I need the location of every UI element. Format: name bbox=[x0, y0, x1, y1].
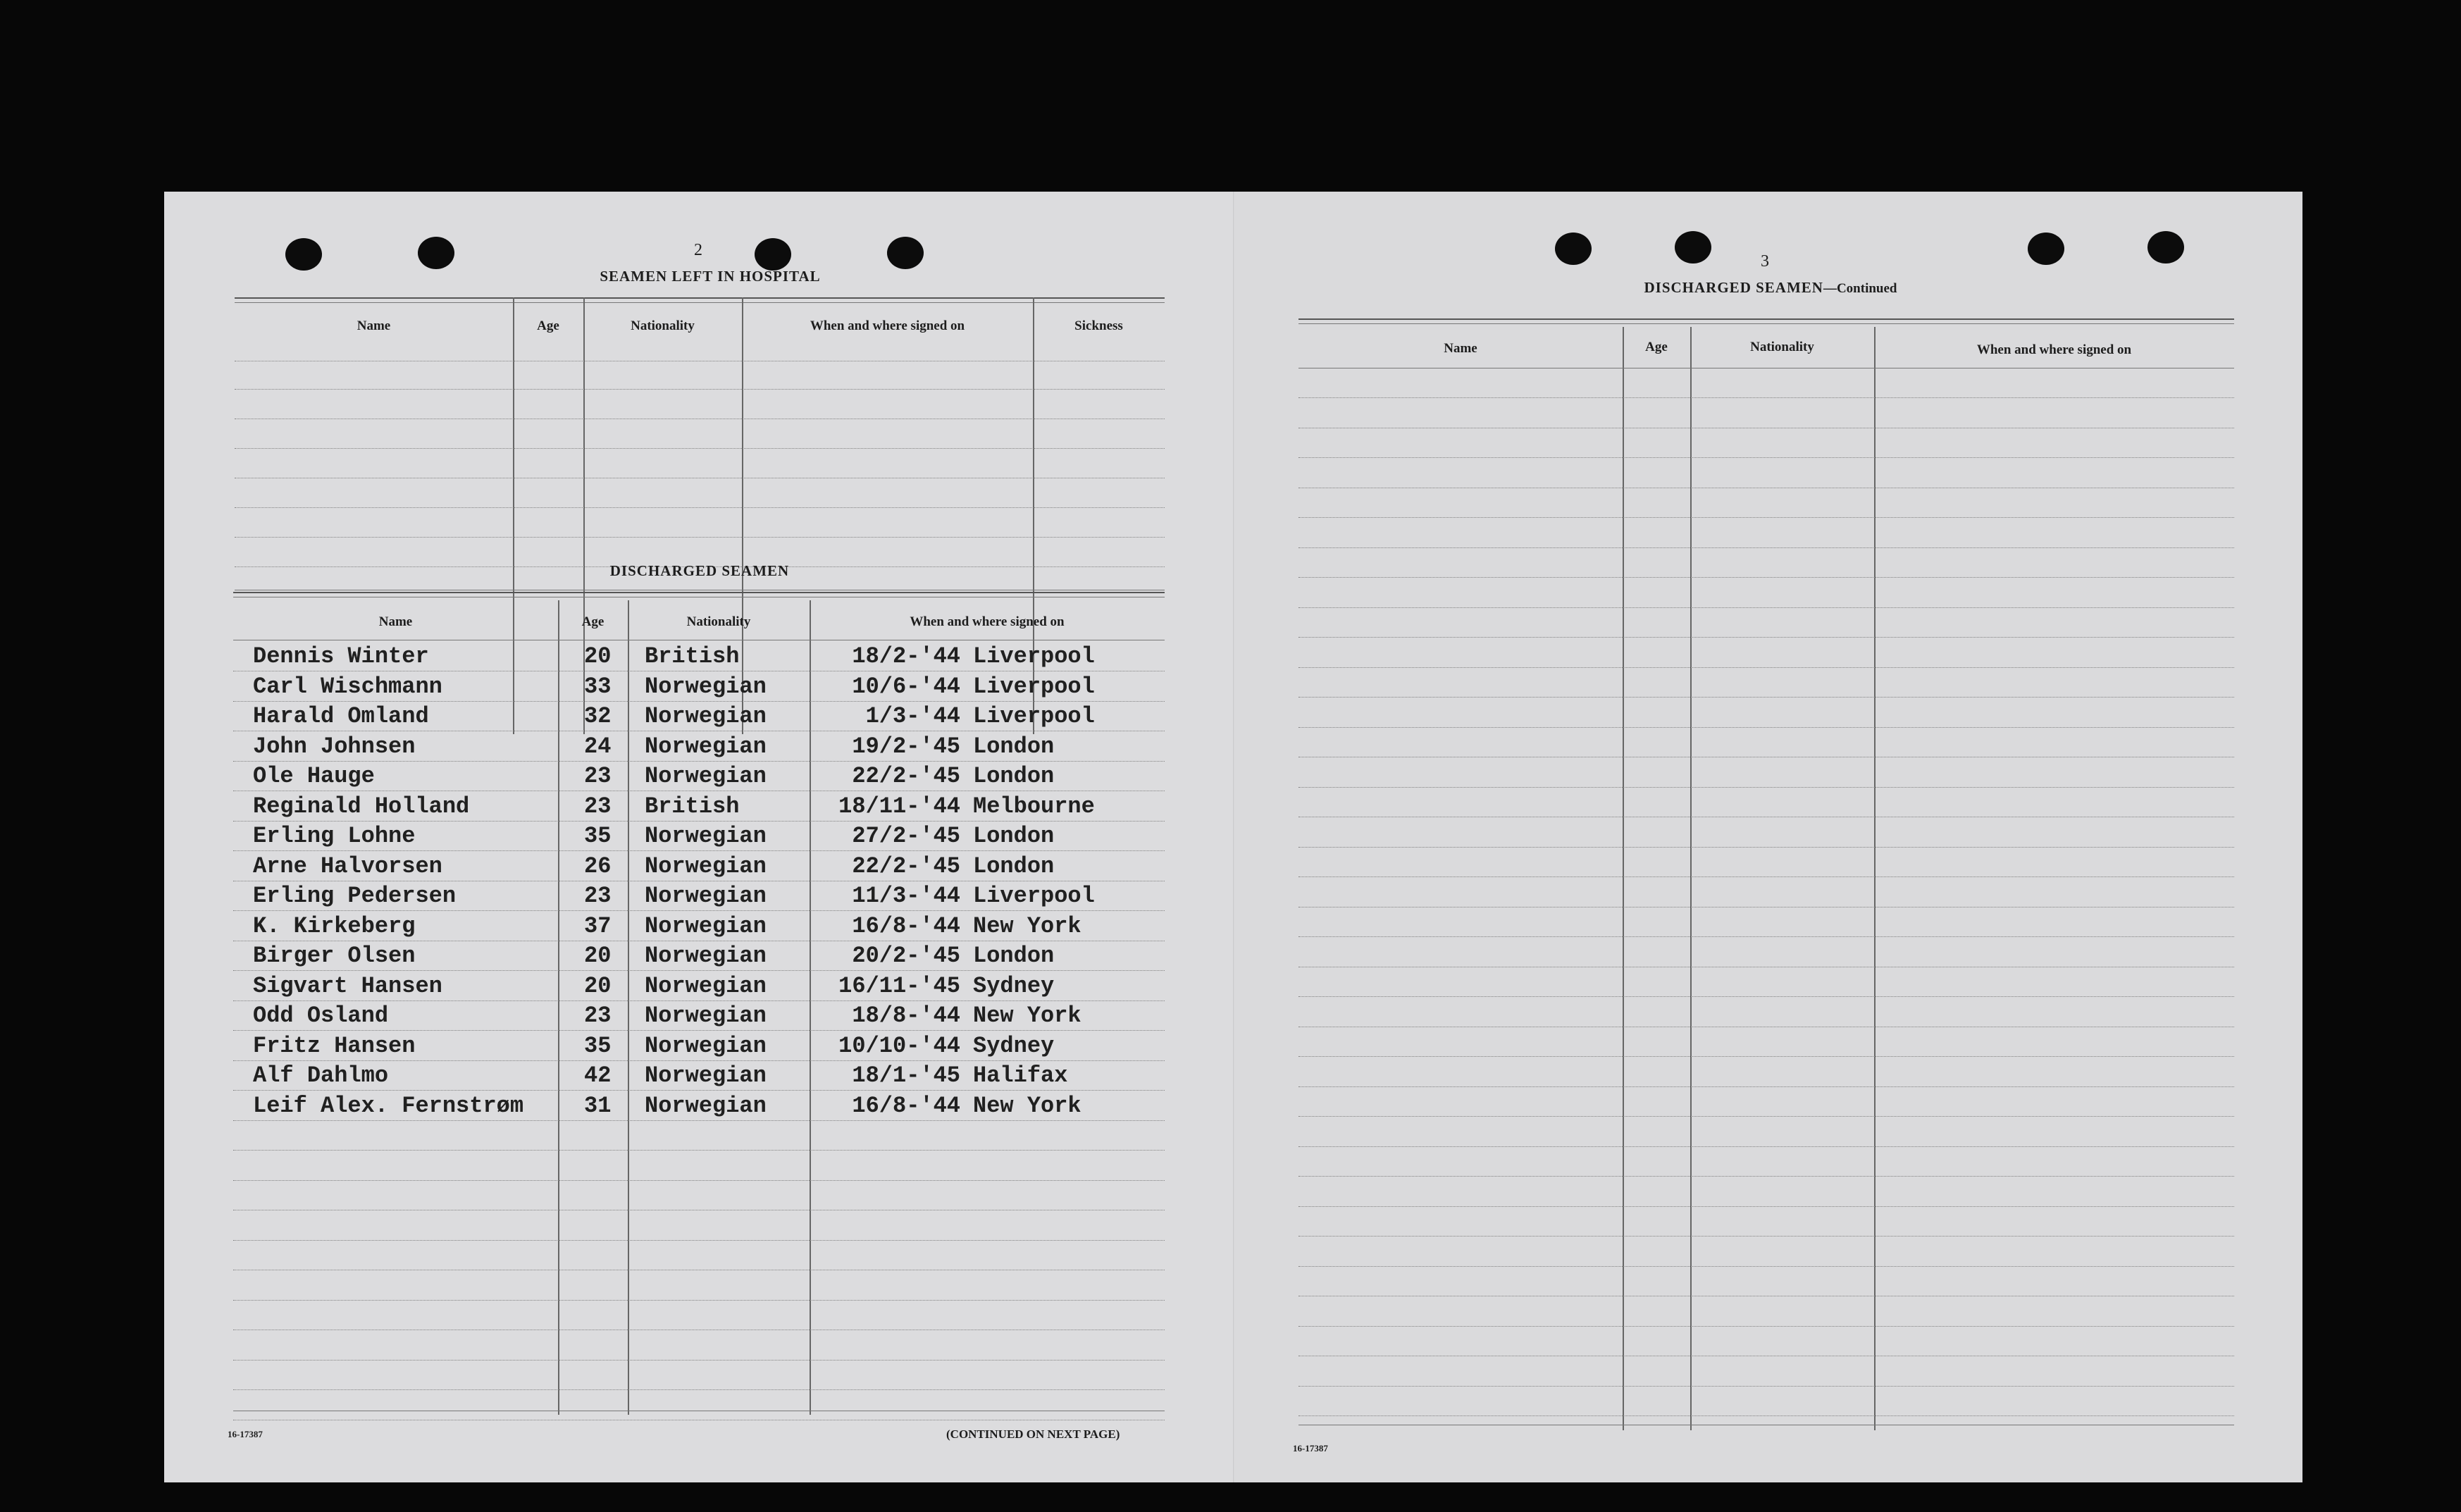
table-row bbox=[233, 1060, 1165, 1089]
seaman-age: 42 bbox=[584, 1062, 612, 1089]
form-number: 16-17387 bbox=[1293, 1443, 1328, 1454]
seaman-name: John Johnsen bbox=[253, 733, 416, 760]
ruled-line bbox=[233, 1389, 1165, 1390]
seaman-nationality: British bbox=[645, 643, 740, 669]
right-page bbox=[1235, 192, 2302, 1482]
punch-hole bbox=[418, 237, 454, 269]
column-header-age: Age bbox=[1645, 340, 1668, 354]
ruled-line bbox=[1298, 457, 2234, 458]
ruled-line bbox=[1298, 1266, 2234, 1267]
seaman-name: Erling Pedersen bbox=[253, 883, 457, 909]
ruled-line bbox=[1298, 1116, 2234, 1117]
signed-on-place: Liverpool bbox=[973, 673, 1095, 700]
ruled-line bbox=[1298, 996, 2234, 997]
signed-on-date: 19/2-'45 bbox=[852, 733, 960, 760]
signed-on-date: 1/3-'44 bbox=[865, 703, 960, 729]
column-header-name: Name bbox=[357, 318, 391, 333]
seaman-age: 35 bbox=[584, 823, 612, 849]
seaman-name: Fritz Hansen bbox=[253, 1032, 416, 1059]
seaman-nationality: Norwegian bbox=[645, 703, 767, 729]
ruled-line bbox=[1298, 1386, 2234, 1387]
seaman-name: Odd Osland bbox=[253, 1003, 389, 1029]
column-header-signed-on: When and where signed on bbox=[810, 318, 965, 333]
continued-note: (CONTINUED ON NEXT PAGE) bbox=[946, 1427, 1120, 1441]
punch-hole bbox=[285, 238, 322, 271]
left-page bbox=[164, 192, 1235, 1482]
seaman-name: Erling Lohne bbox=[253, 823, 416, 849]
signed-on-date: 22/2-'45 bbox=[852, 853, 960, 879]
table-row bbox=[233, 761, 1165, 789]
signed-on-date: 27/2-'45 bbox=[852, 823, 960, 849]
column-header-age: Age bbox=[537, 318, 559, 333]
ruled-line bbox=[233, 1240, 1165, 1241]
seaman-age: 20 bbox=[584, 972, 612, 999]
signed-on-place: New York bbox=[973, 912, 1081, 939]
table-row bbox=[233, 941, 1165, 969]
seaman-name: Sigvart Hansen bbox=[253, 972, 442, 999]
seaman-nationality: Norwegian bbox=[645, 673, 767, 700]
ruled-line bbox=[1298, 667, 2234, 668]
column-header-signed-on: When and where signed on bbox=[1976, 342, 2132, 357]
column-header-sickness: Sickness bbox=[1074, 318, 1123, 333]
seaman-nationality: Norwegian bbox=[645, 853, 767, 879]
seaman-age: 35 bbox=[584, 1032, 612, 1059]
ruled-line bbox=[1298, 517, 2234, 518]
signed-on-place: Liverpool bbox=[973, 703, 1095, 729]
signed-on-date: 18/1-'45 bbox=[852, 1062, 960, 1089]
signed-on-place: Halifax bbox=[973, 1062, 1068, 1089]
signed-on-place: Sydney bbox=[973, 1032, 1055, 1059]
signed-on-place: New York bbox=[973, 1092, 1081, 1119]
seaman-age: 23 bbox=[584, 1003, 612, 1029]
seaman-name: Carl Wischmann bbox=[253, 673, 442, 700]
seaman-name: Alf Dahlmo bbox=[253, 1062, 389, 1089]
seaman-age: 23 bbox=[584, 793, 612, 819]
ruled-line bbox=[1298, 936, 2234, 937]
table-row bbox=[233, 911, 1165, 939]
ruled-line bbox=[1298, 1326, 2234, 1327]
ruled-line bbox=[1298, 876, 2234, 877]
signed-on-date: 16/8-'44 bbox=[852, 1092, 960, 1119]
seaman-nationality: Norwegian bbox=[645, 912, 767, 939]
ruled-line bbox=[1298, 547, 2234, 548]
ruled-line bbox=[1298, 787, 2234, 788]
table-row bbox=[233, 881, 1165, 909]
signed-on-date: 22/2-'45 bbox=[852, 763, 960, 789]
hospital-section-title: SEAMEN LEFT IN HOSPITAL bbox=[600, 268, 821, 285]
seaman-age: 33 bbox=[584, 673, 612, 700]
form-number: 16-17387 bbox=[228, 1429, 263, 1439]
ruled-line bbox=[1298, 1146, 2234, 1147]
seaman-age: 26 bbox=[584, 853, 612, 879]
page-number: 2 bbox=[694, 241, 702, 259]
seaman-nationality: Norwegian bbox=[645, 972, 767, 999]
seaman-age: 23 bbox=[584, 883, 612, 909]
table-row bbox=[233, 701, 1165, 729]
table-row bbox=[233, 731, 1165, 760]
page-number: 3 bbox=[1761, 252, 1769, 271]
seaman-nationality: British bbox=[645, 793, 740, 819]
signed-on-place: London bbox=[973, 733, 1055, 760]
discharged-section-title: DISCHARGED SEAMEN bbox=[609, 562, 790, 579]
signed-on-place: Sydney bbox=[973, 972, 1055, 999]
seaman-name: Reginald Holland bbox=[253, 793, 470, 819]
signed-on-place: Liverpool bbox=[973, 883, 1095, 909]
signed-on-place: Liverpool bbox=[973, 643, 1095, 669]
ruled-line bbox=[1298, 1056, 2234, 1057]
seaman-age: 20 bbox=[584, 643, 612, 669]
seaman-name: Arne Halvorsen bbox=[253, 853, 442, 879]
signed-on-date: 18/11-'44 bbox=[838, 793, 960, 819]
signed-on-date: 18/2-'44 bbox=[852, 643, 960, 669]
seaman-name: K. Kirkeberg bbox=[253, 912, 416, 939]
table-row bbox=[233, 971, 1165, 999]
seaman-age: 23 bbox=[584, 763, 612, 789]
seaman-name: Harald Omland bbox=[253, 703, 429, 729]
punch-hole bbox=[887, 237, 924, 269]
signed-on-date: 16/8-'44 bbox=[852, 912, 960, 939]
seaman-age: 24 bbox=[584, 733, 612, 760]
signed-on-place: Melbourne bbox=[973, 793, 1095, 819]
ruled-line bbox=[1298, 1206, 2234, 1207]
column-header-nationality: Nationality bbox=[686, 614, 751, 629]
seaman-name: Birger Olsen bbox=[253, 943, 416, 969]
ruled-line bbox=[1298, 697, 2234, 698]
seaman-nationality: Norwegian bbox=[645, 1092, 767, 1119]
ruled-line bbox=[1298, 1236, 2234, 1237]
signed-on-date: 11/3-'44 bbox=[852, 883, 960, 909]
signed-on-place: London bbox=[973, 943, 1055, 969]
discharged-table bbox=[233, 592, 1165, 1415]
punch-hole bbox=[1555, 233, 1592, 265]
right-section-title: DISCHARGED SEAMEN—Continued bbox=[1644, 279, 1897, 296]
table-row bbox=[233, 671, 1165, 700]
signed-on-date: 18/8-'44 bbox=[852, 1003, 960, 1029]
table-row bbox=[233, 641, 1165, 669]
seaman-nationality: Norwegian bbox=[645, 943, 767, 969]
seaman-nationality: Norwegian bbox=[645, 1062, 767, 1089]
table-row bbox=[233, 1091, 1165, 1119]
seaman-nationality: Norwegian bbox=[645, 823, 767, 849]
ruled-line bbox=[1298, 607, 2234, 608]
column-header-name: Name bbox=[1444, 341, 1477, 356]
signed-on-place: London bbox=[973, 763, 1055, 789]
table-row bbox=[233, 791, 1165, 819]
ruled-line bbox=[233, 1180, 1165, 1181]
column-header-name: Name bbox=[378, 614, 413, 629]
signed-on-date: 10/10-'44 bbox=[838, 1032, 960, 1059]
seaman-age: 20 bbox=[584, 943, 612, 969]
discharged-continued-table bbox=[1298, 318, 2234, 1430]
seaman-name: Leif Alex. Fernstrøm bbox=[253, 1092, 524, 1119]
seaman-age: 37 bbox=[584, 912, 612, 939]
seaman-name: Ole Hauge bbox=[253, 763, 375, 789]
ruled-line bbox=[1298, 637, 2234, 638]
ruled-line bbox=[1298, 847, 2234, 848]
signed-on-place: New York bbox=[973, 1003, 1081, 1029]
ruled-line bbox=[233, 1300, 1165, 1301]
ruled-line bbox=[1298, 577, 2234, 578]
signed-on-date: 16/11-'45 bbox=[838, 972, 960, 999]
table-row bbox=[233, 821, 1165, 849]
ruled-line bbox=[1298, 1415, 2234, 1416]
table-row bbox=[233, 851, 1165, 879]
signed-on-place: London bbox=[973, 853, 1055, 879]
column-header-nationality: Nationality bbox=[1750, 340, 1814, 354]
seaman-nationality: Norwegian bbox=[645, 763, 767, 789]
seaman-nationality: Norwegian bbox=[645, 733, 767, 760]
seaman-age: 31 bbox=[584, 1092, 612, 1119]
ruled-line bbox=[233, 1360, 1165, 1361]
ruled-line bbox=[1298, 1086, 2234, 1087]
seaman-nationality: Norwegian bbox=[645, 1003, 767, 1029]
punch-hole bbox=[2028, 233, 2064, 265]
seaman-age: 32 bbox=[584, 703, 612, 729]
table-row bbox=[233, 1000, 1165, 1029]
signed-on-date: 20/2-'45 bbox=[852, 943, 960, 969]
ruled-line bbox=[1298, 1176, 2234, 1177]
ruled-line bbox=[1298, 397, 2234, 398]
seaman-nationality: Norwegian bbox=[645, 883, 767, 909]
ruled-line bbox=[233, 1120, 1165, 1121]
column-header-age: Age bbox=[581, 614, 605, 629]
column-header-signed-on: When and where signed on bbox=[910, 614, 1065, 629]
table-row bbox=[233, 1031, 1165, 1059]
punch-hole bbox=[755, 238, 791, 271]
signed-on-place: London bbox=[973, 823, 1055, 849]
punch-hole bbox=[1675, 231, 1711, 264]
seaman-name: Dennis Winter bbox=[253, 643, 429, 669]
seaman-nationality: Norwegian bbox=[645, 1032, 767, 1059]
ruled-line bbox=[1298, 727, 2234, 728]
column-header-nationality: Nationality bbox=[631, 318, 695, 333]
signed-on-date: 10/6-'44 bbox=[852, 673, 960, 700]
ruled-line bbox=[233, 1150, 1165, 1151]
punch-hole bbox=[2147, 231, 2184, 264]
